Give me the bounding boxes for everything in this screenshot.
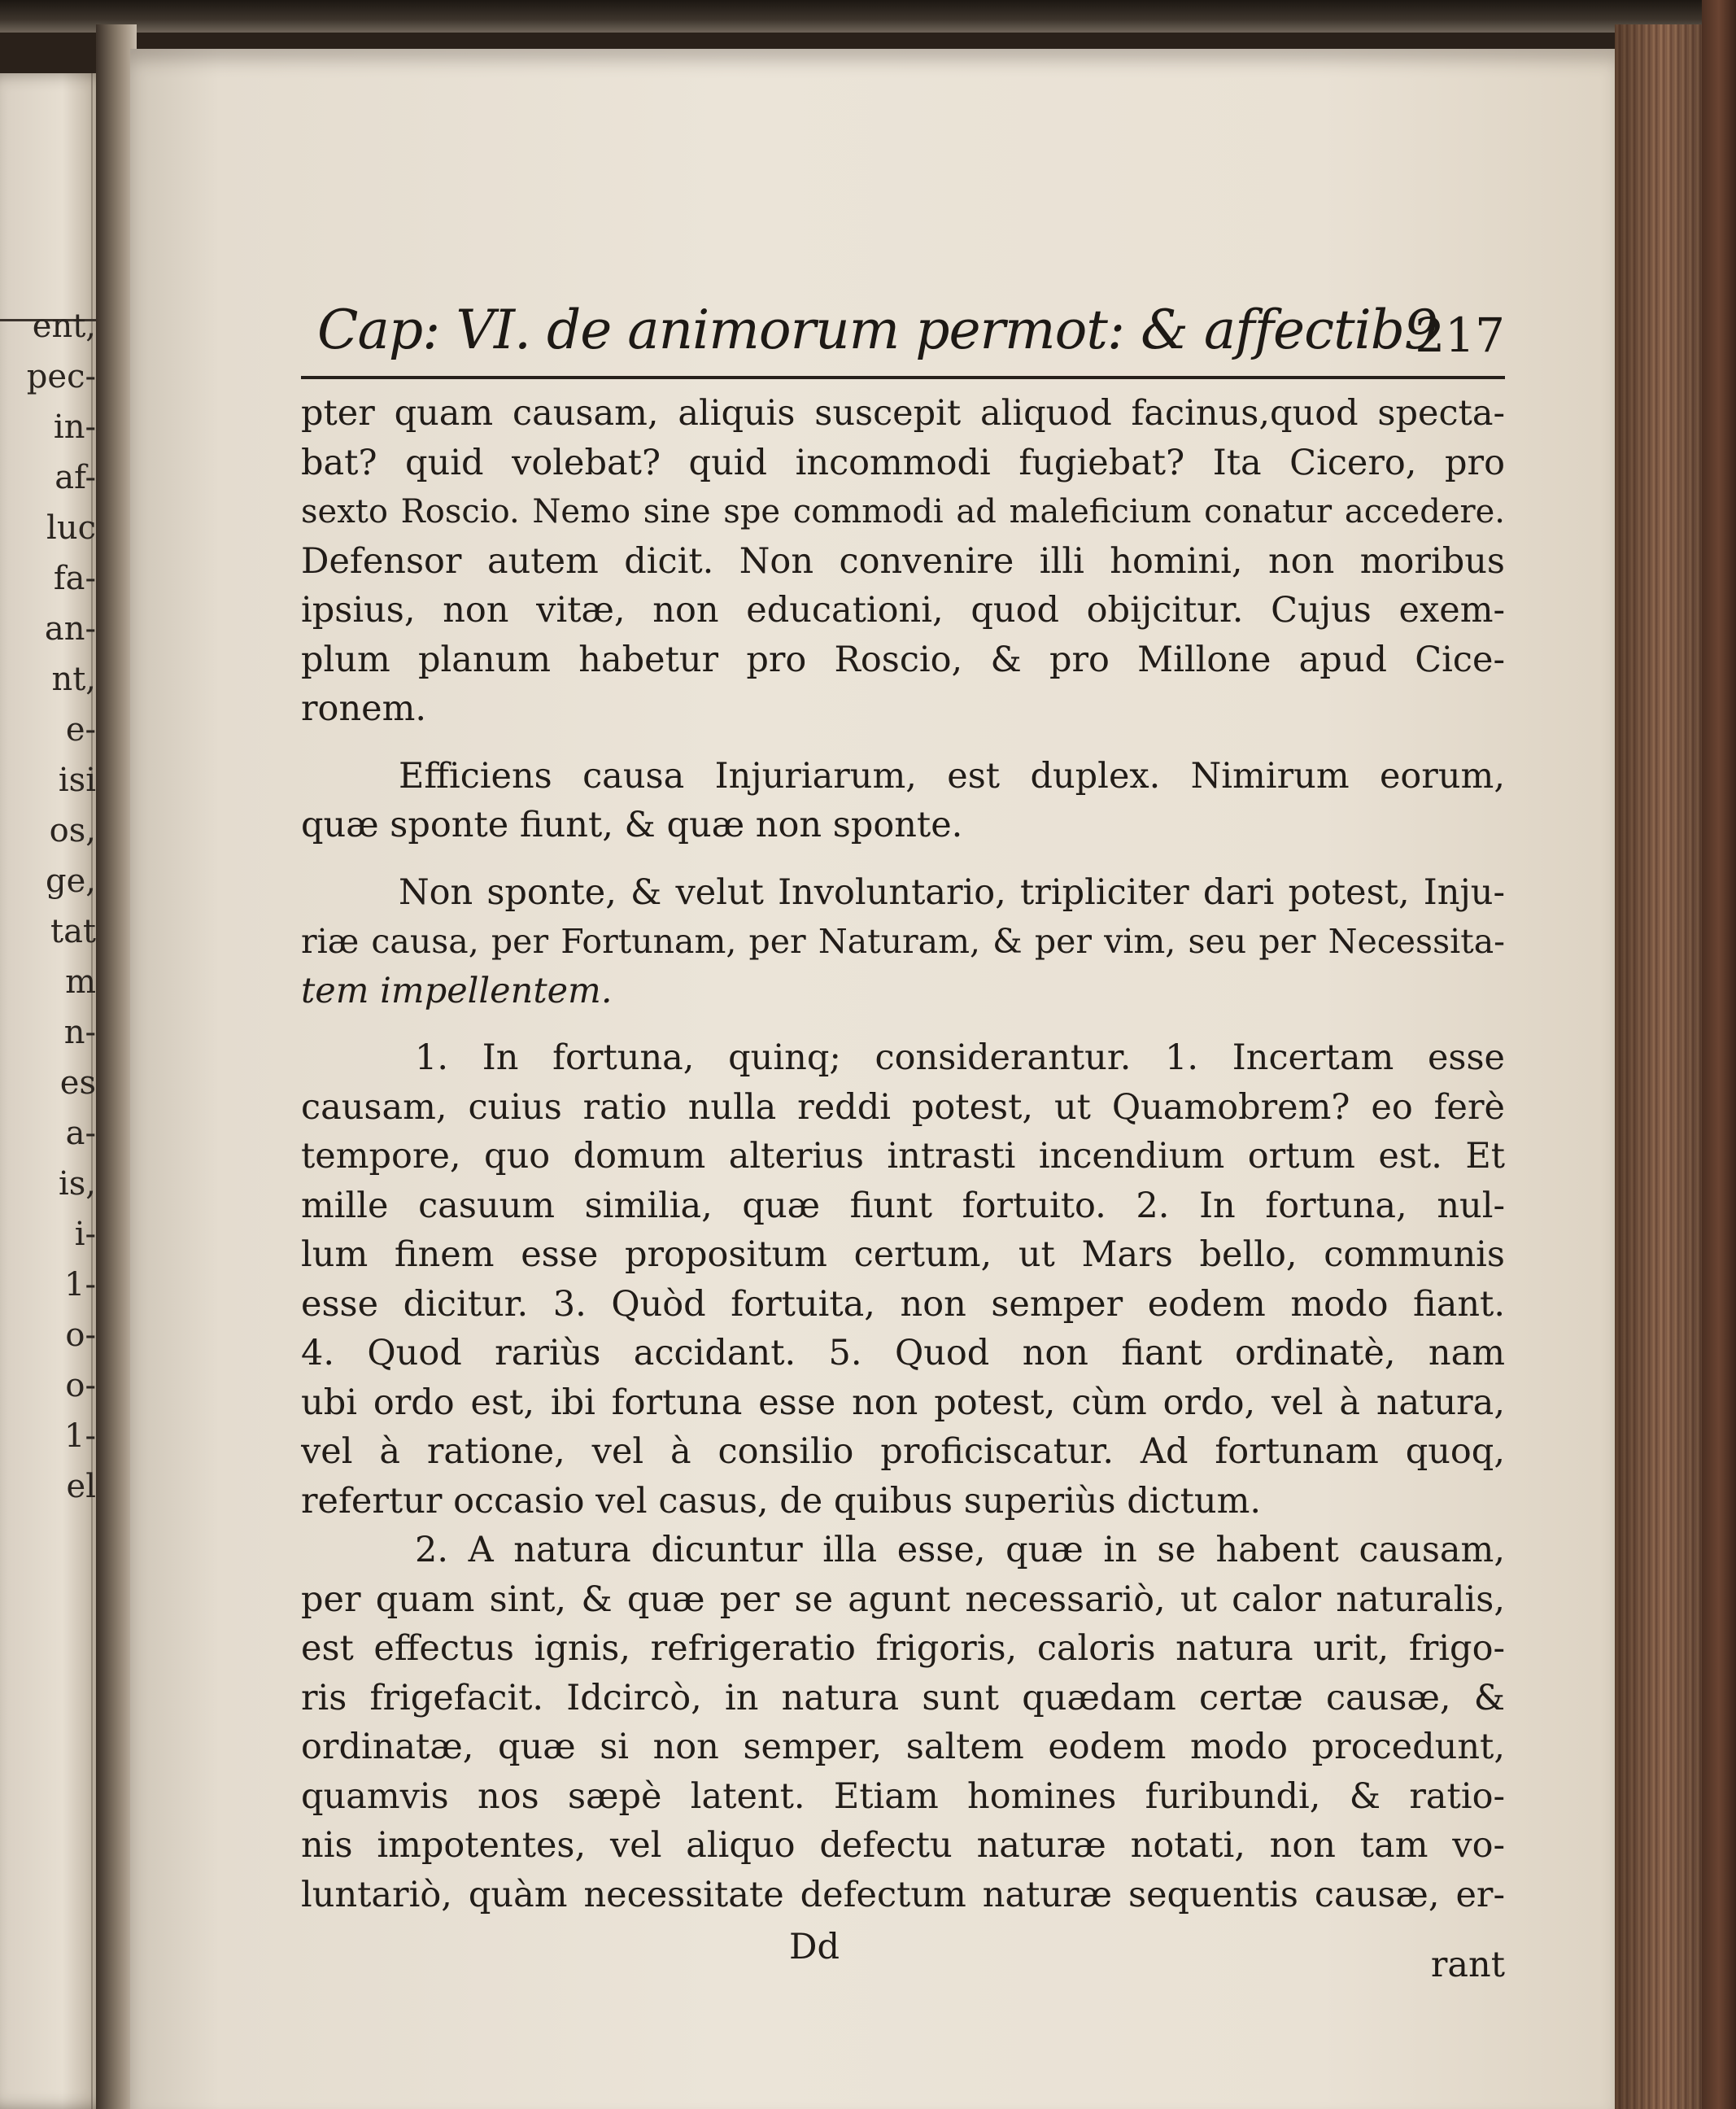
left-page-fragment: luc [46,509,96,547]
text-line: per quam sint, & quæ per se agunt necessariò, ut calor naturalis, [301,1578,1505,1620]
left-page-fragment: el [66,1468,96,1505]
text-line: est effectus ignis, refrigeratio frigoris, caloris natura urit, frigo- [301,1628,1505,1669]
left-page-fragment: 1- [64,1417,96,1455]
left-page-fragment: o- [65,1367,96,1404]
left-page-text-fragments [0,301,96,1512]
text-line: nis impotentes, vel aliquo defectu naturæ notati, non tam vo- [301,1825,1505,1866]
text-line: 4. Quod rariùs accidant. 5. Quod non fiant ordinatè, nam [301,1333,1505,1373]
binding-top-edge [0,0,1736,33]
text-line: 2. A natura dicuntur illa esse, quæ in se habent causam, [415,1530,1505,1570]
left-page-fragment: i- [74,1216,96,1253]
header-rule [301,376,1505,379]
text-line: causam, cuius ratio nulla reddi potest, ut Quamobrem? eo ferè [301,1086,1505,1128]
text-line: refertur occasio vel casus, de quibus superiùs dictum. [301,1480,1262,1522]
book-cover-edge [1702,0,1736,2109]
text-line: ronem. [301,688,427,729]
signature-mark: Dd [789,1927,840,1967]
left-page-fragment: n- [63,1014,96,1051]
left-page-fragment: o- [65,1316,96,1354]
text-line: vel à ratione, vel à consilio proficiscatur. Ad fortunam quoq, [301,1431,1505,1472]
left-page-fragment: os, [49,812,96,849]
left-page-fragment: ge, [46,862,96,900]
text-line: quamvis nos sæpè latent. Etiam homines furibundi, & ratio- [301,1775,1505,1817]
text-line: esse dicitur. 3. Quòd fortuita, non semper eodem modo fiant. [301,1283,1505,1325]
body-text [301,389,1505,1919]
right-page [130,49,1619,2109]
page-footer [301,1923,1505,1988]
left-page-fragment: m [65,963,96,1001]
text-line: Efficiens causa Injuriarum, est duplex. Nimirum eorum, [399,755,1505,797]
page-text-block [301,293,1505,1988]
text-line: luntariò, quàm necessitate defectum naturæ sequentis causæ, er- [301,1874,1505,1915]
text-line: sexto Roscio. Nemo sine spe commodi ad maleficium conatur accedere. [301,493,1505,531]
text-line: 1. In fortuna, quinq; considerantur. 1. Incertam esse [415,1037,1505,1078]
text-line: tem impellentem. [301,970,613,1011]
left-page-fragment: e- [65,711,96,749]
running-title: Cap: VI. de animorum permot: & affectib9 [317,299,1437,361]
catchword: rant [1430,1945,1505,1985]
text-line: quæ sponte fiunt, & quæ non sponte. [301,805,963,845]
text-line: bat? quid volebat? quid incommodi fugiebat? Ita Cicero, pro [301,442,1505,483]
left-page-fragment: a- [65,1115,96,1152]
left-page-fragment: tat [50,913,96,950]
left-page-fragment: nt, [51,661,96,698]
left-page-fragment: ent, [32,308,96,345]
text-line: plum planum habetur pro Roscio, & pro Millone apud Cice- [301,639,1505,680]
text-line: tempore, quo domum alterius intrasti incendium ortum est. Et [301,1136,1505,1177]
left-page-fragment: es [59,1064,96,1102]
text-line: ordinatæ, quæ si non semper, saltem eodem modo procedunt, [301,1727,1505,1767]
left-page-fragment: an- [44,610,96,648]
page-number: 217 [1415,308,1505,363]
left-page-fragment: is, [58,1165,96,1203]
text-line: lum finem esse propositum certum, ut Mars bello, communis [301,1234,1505,1275]
text-line: Defensor autem dicit. Non convenire illi homini, non moribus [301,540,1505,582]
left-page-fragment: af- [55,459,96,496]
left-page-fragment: 1- [64,1266,96,1303]
left-page-fragment: fa- [53,560,96,597]
text-line: ipsius, non vitæ, non educationi, quod obijcitur. Cujus exem- [301,590,1505,631]
left-page-fragment: isi [58,762,96,799]
left-page-fragment: in- [53,408,96,446]
text-line: ubi ordo est, ibi fortuna esse non potest, cùm ordo, vel à natura, [301,1382,1505,1423]
text-line: pter quam causam, aliquis suscepit aliquod facinus,quod specta- [301,393,1505,434]
text-line: riæ causa, per Fortunam, per Naturam, & per vim, seu per Necessita- [301,922,1505,961]
text-line: mille casuum similia, quæ fiunt fortuito. 2. In fortuna, nul- [301,1185,1505,1226]
left-page-fragment: pec- [26,358,96,395]
text-line: Non sponte, & velut Involuntario, tripliciter dari potest, Inju- [399,871,1505,913]
text-line: ris frigefacit. Idcircò, in natura sunt quædam certæ causæ, & [301,1677,1505,1718]
running-header [301,293,1505,389]
